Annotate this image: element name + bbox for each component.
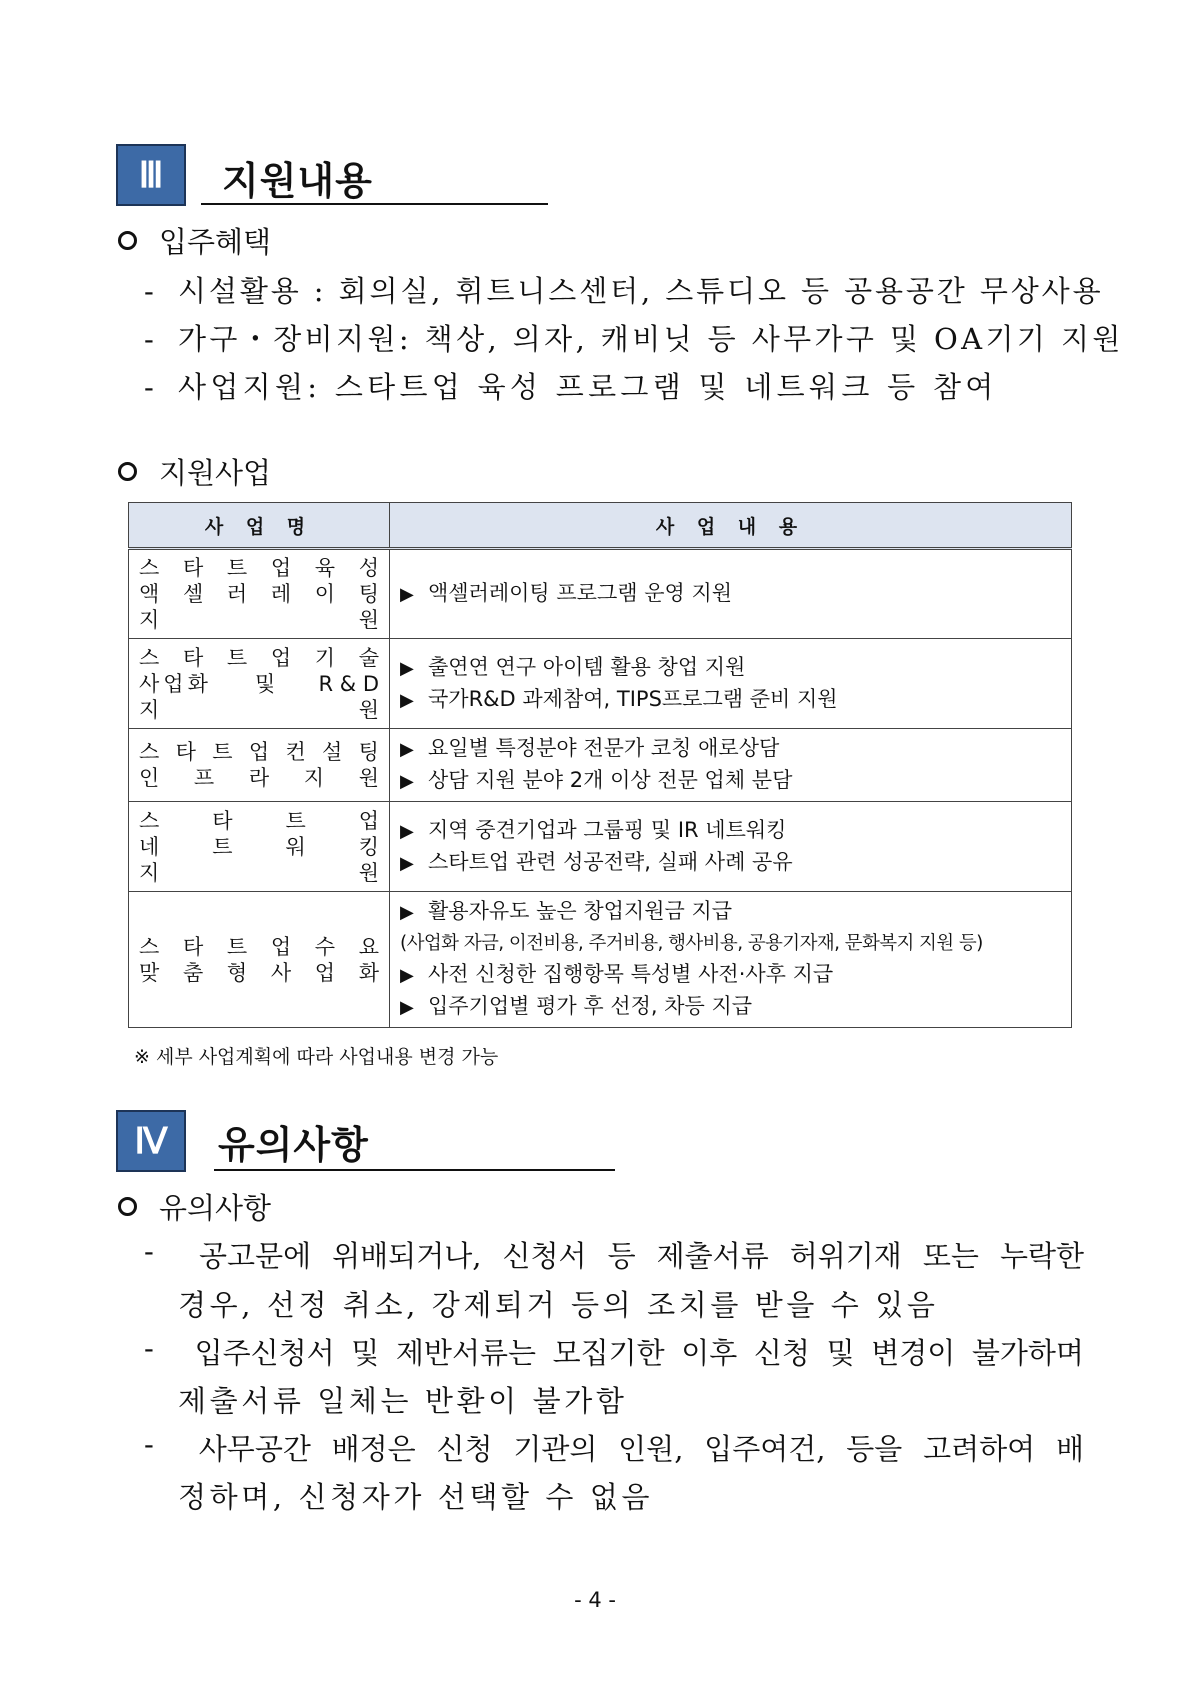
triangle-bullet-icon: ▶ [400, 657, 414, 679]
content-item: ▶ 사전 신청한 집행항목 특성별 사전·사후 지급 [400, 959, 1061, 991]
column-header-name: 사 업 명 [129, 503, 390, 549]
content-item-detail: (사업화 자금, 이전비용, 주거비용, 행사비용, 공용기자재, 문화복지 지원 등) [400, 933, 983, 954]
program-name: 스 타 트 업 기 술 사업화 및 R & D 지 원 [129, 639, 390, 729]
benefit-item: - 시설활용 : 회의실, 휘트니스센터, 스튜디오 등 공용공간 무상사용 [144, 274, 1104, 308]
program-content [390, 892, 1072, 1028]
content-item: ▶ 출연연 연구 아이템 활용 창업 지원 [400, 652, 1061, 684]
content-item: ▶ 국가R&D 과제참여, TIPS프로그램 준비 지원 [400, 684, 1061, 716]
section-3-underline [201, 203, 548, 205]
program-name: 스 타 트 업 육 성 액 셀 러 레 이 팅 지 원 [129, 549, 390, 639]
section-4-title: 유의사항 [218, 1123, 369, 1167]
content-item: ▶ 액셀러레이팅 프로그램 운영 지원 [400, 578, 1061, 610]
benefits-heading [118, 220, 271, 261]
table-row [129, 892, 1072, 1028]
program-content [390, 802, 1072, 892]
table-row [129, 549, 1072, 639]
triangle-bullet-icon: ▶ [400, 739, 414, 760]
content-item: ▶ 입주기업별 평가 후 선정, 차등 지급 [400, 991, 1061, 1023]
section-4-header [116, 1110, 186, 1172]
table-note: ※ 세부 사업계획에 따라 사업내용 변경 가능 [134, 1046, 499, 1068]
page-number: - 4 - [574, 1588, 616, 1612]
caution-item-continued: 경우, 선정 취소, 강제퇴거 등의 조치를 받을 수 있음 [178, 1288, 939, 1322]
content-item: ▶ 상담 지원 분야 2개 이상 전문 업체 분담 [400, 765, 1061, 797]
section-4-underline [214, 1169, 615, 1171]
section-3-number: Ⅲ [116, 144, 186, 206]
program-name: 스 타 트 업 네 트 워 킹 지 원 [129, 802, 390, 892]
caution-item: - 공고문에 위배되거나, 신청서 등 제출서류 허위기재 또는 누락한 [144, 1234, 1084, 1273]
caution-item-continued: 제출서류 일체는 반환이 불가함 [178, 1384, 628, 1418]
program-content [390, 549, 1072, 639]
triangle-bullet-icon: ▶ [400, 584, 414, 605]
triangle-bullet-icon: ▶ [400, 997, 414, 1018]
programs-heading-text: 지원사업 [159, 456, 272, 490]
benefits-heading-text: 입주혜택 [159, 225, 272, 259]
caution-item-continued: 정하며, 신청자가 선택할 수 없음 [178, 1480, 654, 1514]
table-row [129, 729, 1072, 802]
program-name: 스 타 트 업 컨 설 팅 인 프 라 지 원 [129, 729, 390, 802]
section-3-title: 지원내용 [222, 159, 373, 203]
triangle-bullet-icon: ▶ [400, 902, 414, 923]
table-row [129, 802, 1072, 892]
triangle-bullet-icon: ▶ [400, 689, 414, 711]
cautions-heading-text: 유의사항 [159, 1191, 272, 1225]
content-item: ▶ 스타트업 관련 성공전략, 실패 사례 공유 [400, 847, 1061, 879]
table-row [129, 639, 1072, 729]
section-3-header [116, 144, 186, 206]
circle-bullet-icon [118, 1197, 137, 1216]
section-4-number: Ⅳ [116, 1110, 186, 1172]
table-header-row [129, 503, 1072, 549]
program-name: 스 타 트 업 수 요 맞 춤 형 사 업 화 [129, 892, 390, 1028]
circle-bullet-icon [118, 462, 137, 481]
benefit-item: - 가구・장비지원: 책상, 의자, 캐비닛 등 사무가구 및 OA기기 지원 [144, 322, 1124, 356]
triangle-bullet-icon: ▶ [400, 771, 414, 792]
support-programs-table [128, 502, 1072, 1028]
caution-item: - 사무공간 배정은 신청 기관의 인원, 입주여건, 등을 고려하여 배 [144, 1427, 1084, 1466]
triangle-bullet-icon: ▶ [400, 965, 414, 986]
content-item: ▶ 지역 중견기업과 그룹핑 및 IR 네트워킹 [400, 815, 1061, 847]
triangle-bullet-icon: ▶ [400, 852, 414, 874]
cautions-heading [118, 1186, 271, 1227]
triangle-bullet-icon: ▶ [400, 820, 414, 842]
caution-item: - 입주신청서 및 제반서류는 모집기한 이후 신청 및 변경이 불가하며 [144, 1331, 1084, 1370]
benefit-item: - 사업지원: 스타트업 육성 프로그램 및 네트워크 등 참여 [144, 370, 998, 404]
column-header-content: 사 업 내 용 [390, 503, 1072, 549]
programs-heading [118, 451, 271, 492]
content-item: ▶ 활용자유도 높은 창업지원금 지급 [400, 896, 1061, 928]
program-content [390, 729, 1072, 802]
content-item: ▶ 요일별 특정분야 전문가 코칭 애로상담 [400, 733, 1061, 765]
program-content [390, 639, 1072, 729]
circle-bullet-icon [118, 231, 137, 250]
